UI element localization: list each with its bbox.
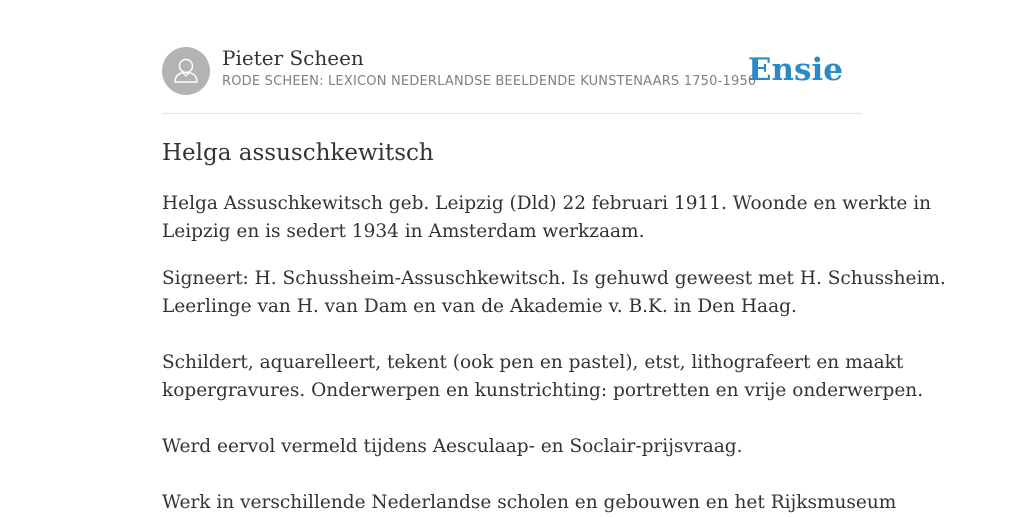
author-avatar[interactable]: [162, 47, 210, 95]
body-line: Leipzig en is sedert 1934 in Amsterdam werkzaam.: [162, 221, 645, 242]
header-divider: [162, 113, 862, 114]
user-silhouette-icon: [162, 47, 210, 95]
article-title: Helga assuschkewitsch: [162, 140, 434, 166]
source-title[interactable]: RODE SCHEEN: LEXICON NEDERLANDSE BEELDENDE KUNSTENAARS 1750-1950: [222, 74, 757, 89]
author-name[interactable]: Pieter Scheen: [222, 46, 364, 70]
body-line: Schildert, aquarelleert, tekent (ook pen en pastel), etst, lithografeert en maakt: [162, 352, 904, 373]
ensie-logo[interactable]: Ensie: [747, 52, 843, 88]
body-line: Leerlinge van H. van Dam en van de Akademie v. B.K. in Den Haag.: [162, 296, 797, 317]
article-body: [162, 190, 946, 517]
line-break: [162, 461, 864, 489]
body-line: Signeert: H. Schussheim-Assuschkewitsch. Is gehuwd geweest met H. Schussheim.: [162, 268, 946, 289]
body-line: Werk in verschillende Nederlandse scholen en gebouwen en het Rijksmuseum: [162, 492, 897, 513]
body-line: kopergravures. Onderwerpen en kunstrichting: portretten en vrije onderwerpen.: [162, 380, 924, 401]
body-line: Werd eervol vermeld tijdens Aesculaap- en Soclair-prijsvraag.: [162, 436, 743, 457]
line-break: [162, 321, 864, 349]
body-line: Helga Assuschkewitsch geb. Leipzig (Dld) 22 februari 1911. Woonde en werkte in: [162, 193, 932, 214]
line-break: [162, 405, 864, 433]
header: [162, 46, 862, 96]
paragraph-gap: [162, 246, 864, 265]
